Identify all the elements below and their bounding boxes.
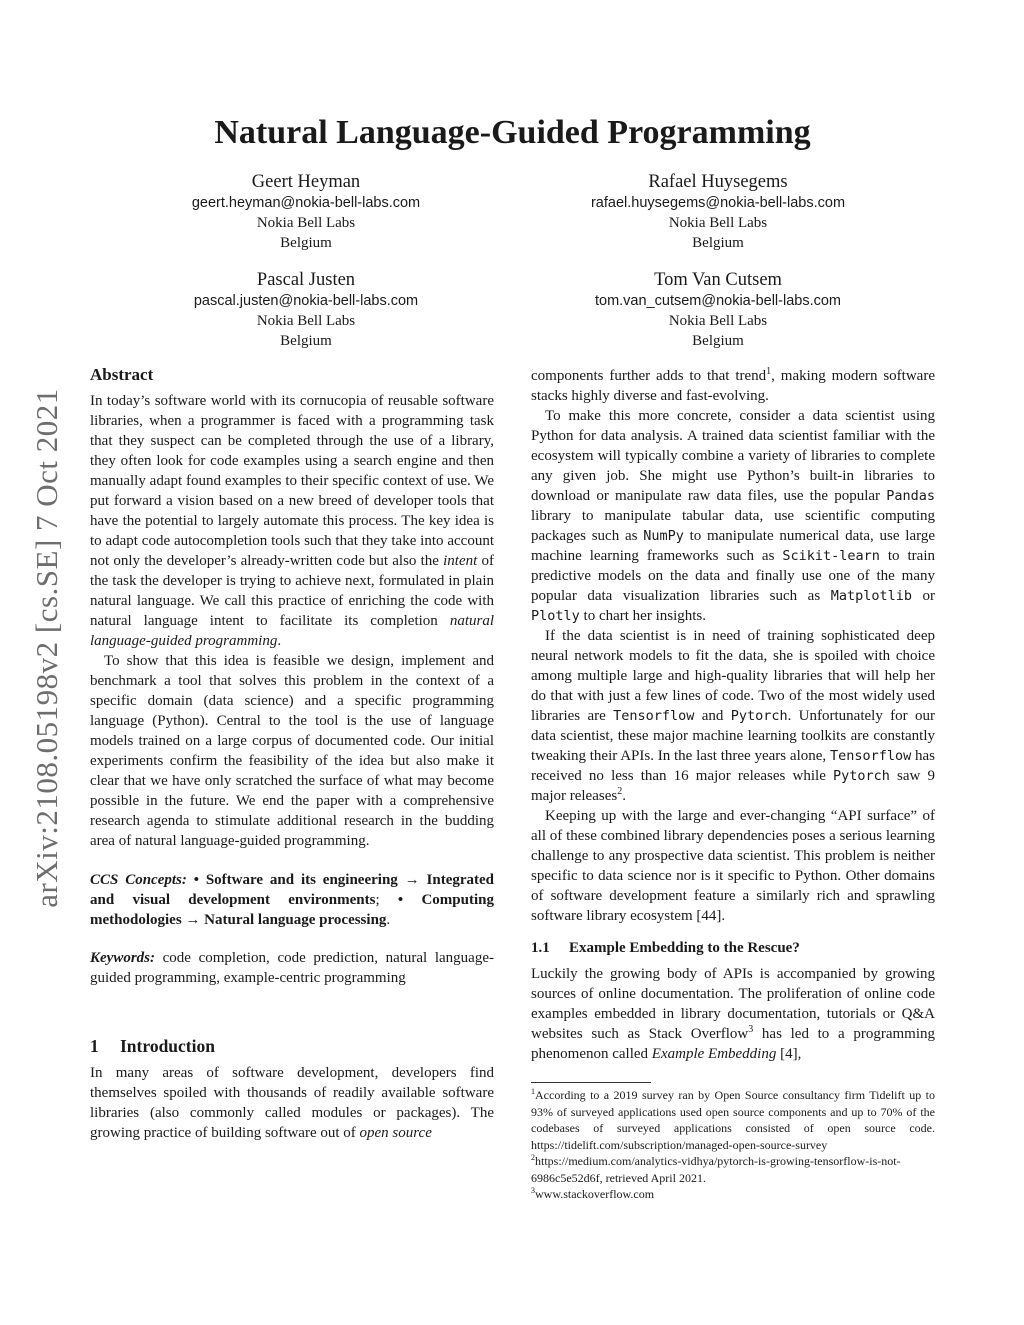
- left-column: [90, 364, 494, 1143]
- footnote-rule: [531, 1082, 651, 1083]
- abstract-paragraph: In today’s software world with its cornucopia of reusable software libraries, when a programmer is faced with a programming task that they suspect can be completed through the use of a library, they often look for code examples using a search engine and then manually adapt found examples to their specific context of use. We put forward a vision based on a new breed of developer tools that have the potential to largely automate this process. The key idea is to adapt code autocompletion tools such that they take into account not only the developer’s already-written code but also the intent of the task the developer is trying to achieve next, formulated in plain natural language. We call this practice of enriching the code with natural language intent to facilitate its completion natural language-guided programming.: [90, 393, 494, 649]
- author-org: Nokia Bell Labs: [668, 313, 768, 329]
- footnotes: [531, 1082, 935, 1203]
- arxiv-stamp: arXiv:2108.05198v2 [cs.SE] 7 Oct 2021: [29, 388, 65, 908]
- author-name: Tom Van Cutsem: [654, 270, 782, 290]
- author-email: pascal.justen@nokia-bell-labs.com: [193, 293, 419, 309]
- footnote: $^2$https://medium.com/analytics-vidhya/pytorch-is-growing-tensorflow-is-not-6986c5e52d6f, retrieved April 2021.: [531, 1153, 901, 1185]
- keywords: Keywords: code completion, code prediction, natural language-guided programming, example-centric programming: [90, 950, 494, 986]
- author-org: Nokia Bell Labs: [256, 215, 356, 231]
- author-block: [96, 171, 516, 253]
- intro-paragraph-continued: components further adds to that trend$^1$, making modern software stacks highly diverse and fast-evolving.: [531, 366, 935, 404]
- footnote-ref: 1: [766, 366, 772, 377]
- author-name: Pascal Justen: [256, 270, 356, 290]
- author-name: Rafael Huysegems: [648, 172, 788, 192]
- author-country: Belgium: [692, 235, 744, 251]
- author-block: [508, 269, 928, 351]
- ccs-concepts: CCS Concepts: • Software and its engineering → Integrated and visual development environments; • Computing methodologies → Natural language processing.: [90, 872, 495, 928]
- intro-paragraph: Keeping up with the large and ever-changing “API surface” of all of these combined library dependencies poses a serious learning challenge to any prospective data scientist. This problem is neither specific to data science nor is it specific to Python. Other domains of software development feature a similarly rich and sprawling software library ecosystem [44].: [531, 808, 935, 924]
- paper-title: Natural Language-Guided Programming: [214, 114, 811, 151]
- footnote-ref: 2: [617, 786, 623, 797]
- author-email: geert.heyman@nokia-bell-labs.com: [191, 195, 421, 211]
- author-country: Belgium: [692, 333, 744, 349]
- section-heading-introduction: 1 Introduction: [90, 1036, 215, 1056]
- subsection-paragraph: Luckily the growing body of APIs is accompanied by growing sources of online documentation. The proliferation of online code examples embedded in library documentation, tutorials or Q&A websites such as Stack Overflow$^3$ has led to a programming phenomenon called Example Embedding [4],: [531, 966, 935, 1062]
- abstract-paragraph: To show that this idea is feasible we design, implement and benchmark a tool that solves this problem in the context of a specific domain (data science) and a specific programming language (Python). Central to the tool is the use of language models trained on a large corpus of documented code. Our initial experiments confirm the feasibility of the idea but also make it clear that we have only scratched the surface of what may become possible in the future. We end the paper with a comprehensive research agenda to stimulate additional research in the budding area of natural language-guided programming.: [90, 653, 494, 849]
- author-block: [508, 171, 928, 253]
- author-block: [96, 269, 516, 351]
- intro-paragraph-start: In many areas of software development, developers find themselves spoiled with thousands of readily available software libraries (also commonly called modules or packages). The growing practice of building software out of open source: [90, 1065, 494, 1141]
- author-org: Nokia Bell Labs: [256, 313, 356, 329]
- abstract-heading: Abstract: [90, 365, 154, 384]
- intro-paragraph: If the data scientist is in need of training sophisticated deep neural network models to fit the data, she is spoiled with choice among multiple large and high-quality libraries that will help her do that with just a few lines of code. Two of the most widely used libraries are Tensorflow and Pytorch. Unfortunately for our data scientist, these major machine learning toolkits are constantly tweaking their APIs. In the last three years alone, Tensorflow has received no less than 16 major releases while Pytorch saw 9 major releases$^2$.: [531, 628, 936, 804]
- intro-paragraph: To make this more concrete, consider a data scientist using Python for data analysis. A trained data scientist familiar with the ecosystem will typically combine a variety of libraries to complete any given job. She might use Python’s built-in libraries to download or manipulate raw data files, use the popular Pandas library to manipulate tabular data, use scientific computing packages such as NumPy to manipulate numerical data, use large machine learning frameworks such as Scikit-learn to train predictive models on the data and finally use one of the many popular data visualization libraries such as Matplotlib or Plotly to chart her insights.: [531, 408, 935, 624]
- author-org: Nokia Bell Labs: [668, 215, 768, 231]
- author-name: Geert Heyman: [251, 172, 361, 192]
- footnote: $^3$www.stackoverflow.com: [531, 1186, 655, 1201]
- author-email: rafael.huysegems@nokia-bell-labs.com: [590, 195, 846, 211]
- footnote: $^1$According to a 2019 survey ran by Open Source consultancy firm Tidelift up to 93% of surveyed applications used open source components and up to 70% of the codebases of surveyed applications consisted of open source code. https://tidelift.com/subscription/managed-open-source-survey: [531, 1087, 935, 1152]
- subsection-heading: 1.1 Example Embedding to the Rescue?: [531, 940, 800, 956]
- author-country: Belgium: [280, 235, 332, 251]
- right-column: [531, 366, 935, 1064]
- author-country: Belgium: [280, 333, 332, 349]
- footnote-ref: 3: [748, 1024, 754, 1035]
- author-email: tom.van_cutsem@nokia-bell-labs.com: [594, 293, 841, 309]
